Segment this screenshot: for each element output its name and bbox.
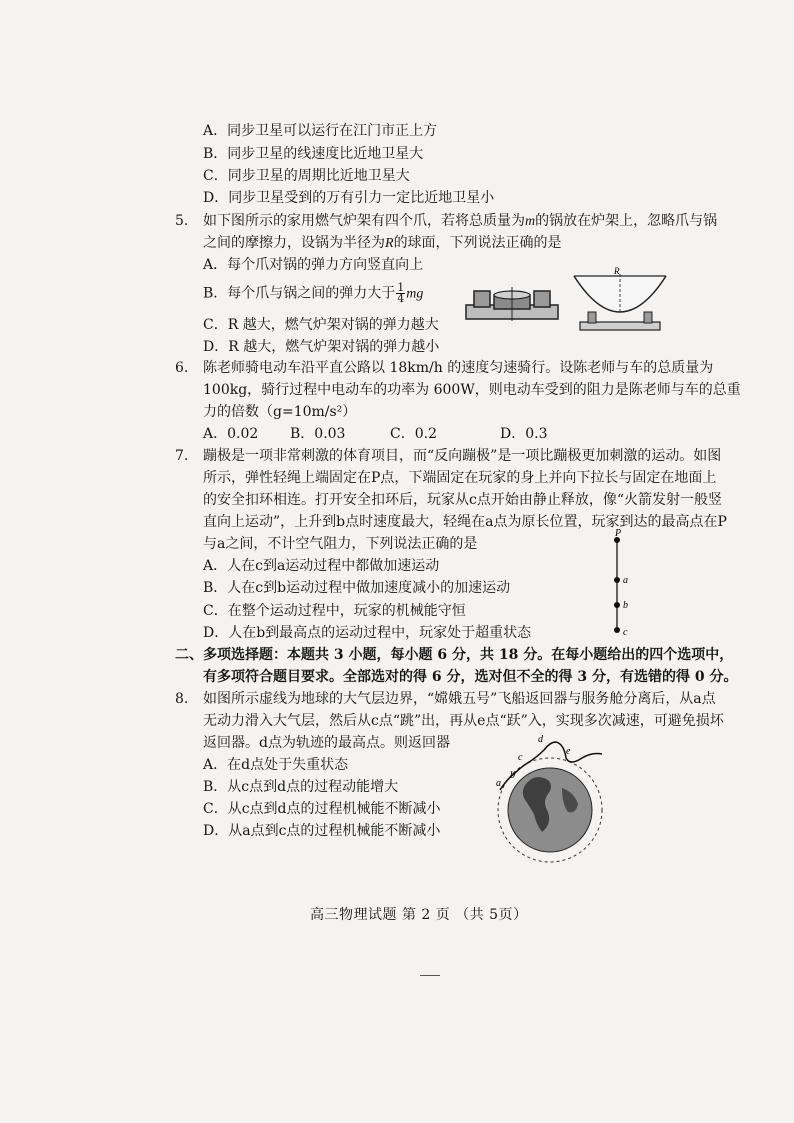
q8-option-a: A．在d点处于失重状态 — [203, 757, 349, 773]
q5-option-a: A．每个爪对锅的弹力方向竖直向上 — [203, 257, 424, 273]
q7-stem-line-3: 的安全扣环相连。打开安全扣环后，玩家从c点开始由静止释放，像“火箭发射一般竖 — [203, 492, 722, 508]
q6-stem-line-2: 100kg，骑行过程中电动车的功率为 600W，则电动车受到的阻力是陈老师与车的总重 — [203, 382, 741, 398]
q6-option-a: A．0.02 — [203, 426, 259, 442]
point-c-marker — [614, 627, 620, 633]
q5-stem-line-2: 之间的摩擦力，设锅为半径为R的球面，下列说法正确的是 — [203, 235, 562, 251]
trajectory-point-b: b — [510, 770, 515, 781]
point-p-label: P — [615, 528, 622, 539]
q6-number: 6. — [175, 360, 189, 376]
point-a-label: a — [623, 575, 628, 586]
q8-stem-line-3: 返回器。d点为轨迹的最高点。则返回器 — [203, 735, 450, 751]
trajectory-point-a: a — [496, 778, 501, 789]
q5-stem-line-1: 如下图所示的家用燃气炉架有四个爪，若将总质量为m的锅放在炉架上，忽略爪与锅 — [203, 213, 718, 229]
q6-stem-line-3: 力的倍数（g=10m/s²） — [203, 404, 357, 420]
point-a-marker — [614, 577, 620, 583]
q6-option-b: B．0.03 — [290, 426, 346, 442]
q8-option-c: C．从c点到d点的过程机械能不断减小 — [203, 801, 441, 817]
footer-divider — [420, 975, 440, 976]
q6-stem-line-1: 陈老师骑电动车沿平直公路以 18km/h 的速度匀速骑行。设陈老师与车的总质量为 — [203, 360, 714, 376]
trajectory-point-c: c — [518, 752, 523, 763]
q5-option-d: D．R 越大，燃气炉架对锅的弹力越小 — [203, 339, 440, 355]
q8-stem-line-1: 如图所示虚线为地球的大气层边界，“嫦娥五号”飞船返回器与服务舱分离后，从a点 — [203, 691, 716, 707]
earth-icon — [508, 768, 592, 852]
trajectory-point-e: e — [566, 746, 571, 757]
earth-trajectory-figure — [478, 728, 618, 868]
q4-option-a: A．同步卫星可以运行在江门市正上方 — [203, 123, 438, 139]
q4-option-c: C．同步卫星的周期比近地卫星大 — [203, 168, 410, 184]
q8-number: 8. — [175, 691, 189, 707]
q5-option-c: C．R 越大，燃气炉架对锅的弹力越大 — [203, 317, 439, 333]
pot-on-rack-figure — [570, 262, 670, 334]
stove-rack-figure — [464, 283, 560, 323]
point-c-label: c — [623, 627, 628, 638]
q7-stem-line-5: 与a之间，不计空气阻力，下列说法正确的是 — [203, 536, 478, 552]
q6-option-c: C．0.2 — [390, 426, 437, 442]
q5-number: 5. — [175, 213, 189, 229]
bungee-rope-figure — [605, 528, 635, 638]
q6-option-d: D．0.3 — [500, 426, 548, 442]
q7-number: 7. — [175, 448, 189, 464]
page-footer: 高三物理试题 第 2 页 （共 5页） — [310, 907, 528, 923]
q4-option-b: B．同步卫星的线速度比近地卫星大 — [203, 146, 424, 162]
pot-radius-label: R — [614, 266, 620, 276]
q7-option-d: D．人在b到最高点的运动过程中，玩家处于超重状态 — [203, 625, 532, 641]
fraction-quarter: $\frac{1}{4}$ — [397, 281, 405, 305]
q7-option-b: B．人在c到b运动过程中做加速度减小的加速运动 — [203, 580, 511, 596]
q7-option-c: C．在整个运动过程中，玩家的机械能守恒 — [203, 603, 466, 619]
q7-stem-line-4: 直向上运动”，上升到b点时速度最大，轻绳在a点为原长位置，玩家到达的最高点在P — [203, 514, 727, 530]
q4-option-d: D．同步卫星受到的万有引力一定比近地卫星小 — [203, 190, 495, 206]
q5-option-b: B．每个爪与锅之间的弹力大于 $\frac{1}{4}$ mg — [203, 281, 424, 305]
q7-option-a: A．人在c到a运动过程中都做加速运动 — [203, 558, 440, 574]
q8-option-b: B．从c点到d点的过程动能增大 — [203, 779, 399, 795]
q7-stem-line-2: 所示，弹性轻绳上端固定在P点，下端固定在玩家的身上并向下拉长与固定在地面上 — [203, 470, 717, 486]
section-2-header-line-1: 二、多项选择题：本题共 3 小题，每小题 6 分，共 18 分。在每小题给出的四个选项中， — [175, 647, 734, 663]
point-b-marker — [614, 602, 620, 608]
q8-option-d: D．从a点到c点的过程机械能不断减小 — [203, 823, 441, 839]
q8-stem-line-2: 无动力滑入大气层，然后从c点“跳”出，再从e点“跃”入，实现多次减速，可避免损坏 — [203, 713, 724, 729]
q7-stem-line-1: 蹦极是一项非常刺激的体育项目，而“反向蹦极”是一项比蹦极更加刺激的运动。如图 — [203, 448, 722, 464]
section-2-header-line-2: 有多项符合题目要求。全部选对的得 6 分，选对但不全的得 3 分，有选错的得 0 分。 — [203, 669, 738, 685]
point-b-label: b — [623, 600, 628, 611]
trajectory-point-d: d — [538, 734, 543, 745]
